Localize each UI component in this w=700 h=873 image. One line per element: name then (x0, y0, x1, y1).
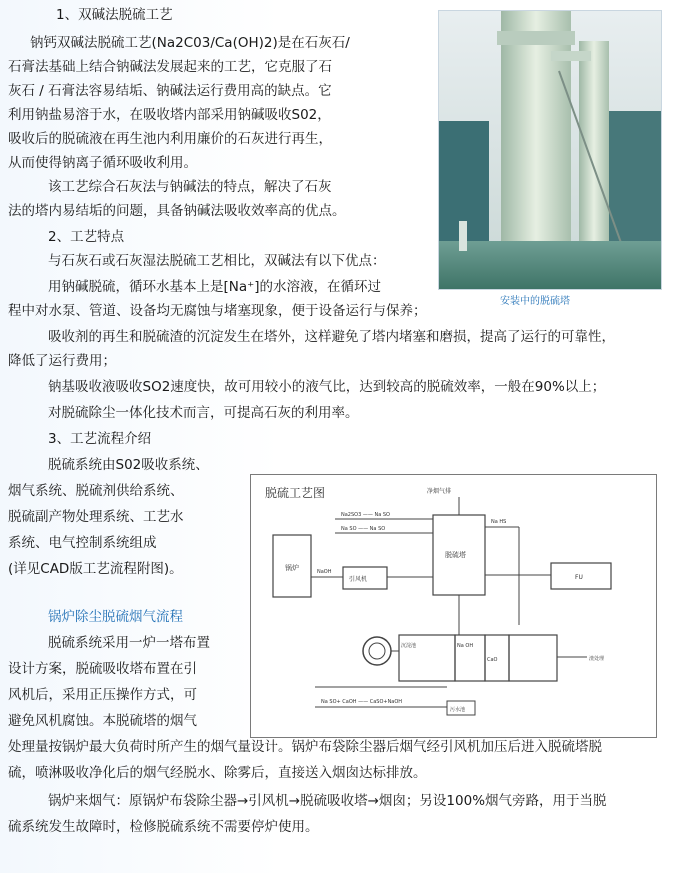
text-line: 吸收剂的再生和脱硫渣的沉淀发生在塔外，这样避免了塔内堵塞和磨损，提高了运行的可靠性， (48, 329, 615, 345)
vent-label: 净烟气排 (427, 488, 452, 495)
tower-label: 脱硫塔 (445, 551, 466, 559)
section-2-title: 2、工艺特点 (48, 229, 125, 245)
text-line: 脱硫系统采用一炉一塔布置 (48, 635, 210, 651)
pipe-label-2: Na SO —— Na SO (341, 526, 386, 532)
process-diagram (250, 474, 657, 738)
text-line: 烟气系统、脱硫剂供给系统、 (8, 483, 184, 499)
text-line: 设计方案，脱硫吸收塔布置在引 (8, 661, 197, 677)
pump-inner (369, 643, 385, 659)
text-line: 灰石 / 石膏法容易结垢、钠碱法运行费用高的缺点。它 (8, 83, 332, 99)
fu-label: FU (575, 574, 583, 581)
text-line: 避免风机腐蚀。本脱硫塔的烟气 (8, 713, 197, 729)
text-line: 吸收后的脱硫液在再生池内利用廉价的石灰进行再生， (8, 131, 332, 147)
text-line: 硫系统发生故障时，检修脱硫系统不需要停炉使用。 (8, 819, 319, 835)
text-line: 脱硫系统由S02吸收系统、 (48, 457, 209, 473)
photo-caption: 安装中的脱硫塔 (500, 296, 570, 307)
section-3-title: 3、工艺流程介绍 (48, 431, 152, 447)
text-line: 处理量按锅炉最大负荷时所产生的烟气量设计。锅炉布袋除尘器后烟气经引风机加压后进入脱硫塔脱 (8, 739, 602, 755)
sewage-label: 污水池 (450, 707, 466, 713)
settle-tank-2 (509, 635, 557, 681)
text-line: 钠钙双碱法脱硫工艺(Na2C03/Ca(OH)2)是在石灰石/ (30, 35, 350, 51)
section-1-title: 1、双碱法脱硫工艺 (56, 7, 173, 23)
text-line: 对脱硫除尘一体化技术而言，可提高石灰的利用率。 (48, 405, 359, 421)
ca-label: CaO (487, 657, 498, 663)
text-line: 风机后，采用正压操作方式，可 (8, 687, 197, 703)
text-line: 该工艺综合石灰法与钠碱法的特点，解决了石灰 (48, 179, 332, 195)
text-line: 脱硫副产物处理系统、工艺水 (8, 509, 184, 525)
settle-tank (399, 635, 455, 681)
settle-label: 沉淀池 (401, 643, 417, 649)
text-line: 用钠碱脱硫，循环水基本上是[Na⁺]的水溶液，在循环过 (48, 279, 382, 295)
pipe-top-label: Na HS (491, 519, 507, 525)
text-line: 从而使得钠离子循环吸收利用。 (8, 155, 197, 171)
text-line: 石膏法基础上结合钠碱法发展起来的工艺，它克服了石 (8, 59, 332, 75)
text-line: 系统、电气控制系统组成 (8, 535, 157, 551)
pump-icon (363, 637, 391, 665)
text-line: 利用钠盐易溶于水，在吸收塔内部采用钠碱吸收S02， (8, 107, 331, 123)
text-line: 硫，喷淋吸收净化后的烟气经脱水、除雾后，直接送入烟囱达标排放。 (8, 765, 427, 781)
reagent-label: NaOH (317, 569, 332, 575)
text-line: 与石灰石或石灰湿法脱硫工艺相比，双碱法有以下优点： (48, 253, 386, 269)
out-label: 渣处理 (589, 656, 605, 662)
pipe-label-3: Na SO+ CaOH —— CaSO+NaOH (321, 699, 403, 705)
text-line: 降低了运行费用； (8, 353, 116, 369)
diagram-title: 脱硫工艺图 (265, 486, 326, 500)
text-line: (详见CAD版工艺流程附图)。 (8, 561, 183, 577)
desulfurization-tower-photo (438, 10, 662, 290)
pipe-label-1: Na2SO3 —— Na SO (341, 512, 390, 518)
flue-gas-heading: 锅炉除尘脱硫烟气流程 (48, 609, 183, 625)
text-line: 程中对水泵、管道、设备均无腐蚀与堵塞现象，便于设备运行与保养； (8, 303, 427, 319)
text-line: 锅炉来烟气：原锅炉布袋除尘器→引风机→脱硫吸收塔→烟囱；另设100%烟气旁路，用于当脱 (48, 793, 607, 809)
text-line: 钠基吸收液吸收SO2速度快，故可用较小的液气比，达到较高的脱硫效率，一般在90%以上； (48, 379, 606, 395)
fan-label: 引风机 (349, 576, 368, 583)
slurry-label: Na OH (457, 643, 474, 649)
slurry-tank (455, 635, 485, 681)
text-line: 法的塔内易结垢的问题，具备钠碱法吸收效率高的优点。 (8, 203, 346, 219)
boiler-label: 锅炉 (285, 564, 299, 572)
